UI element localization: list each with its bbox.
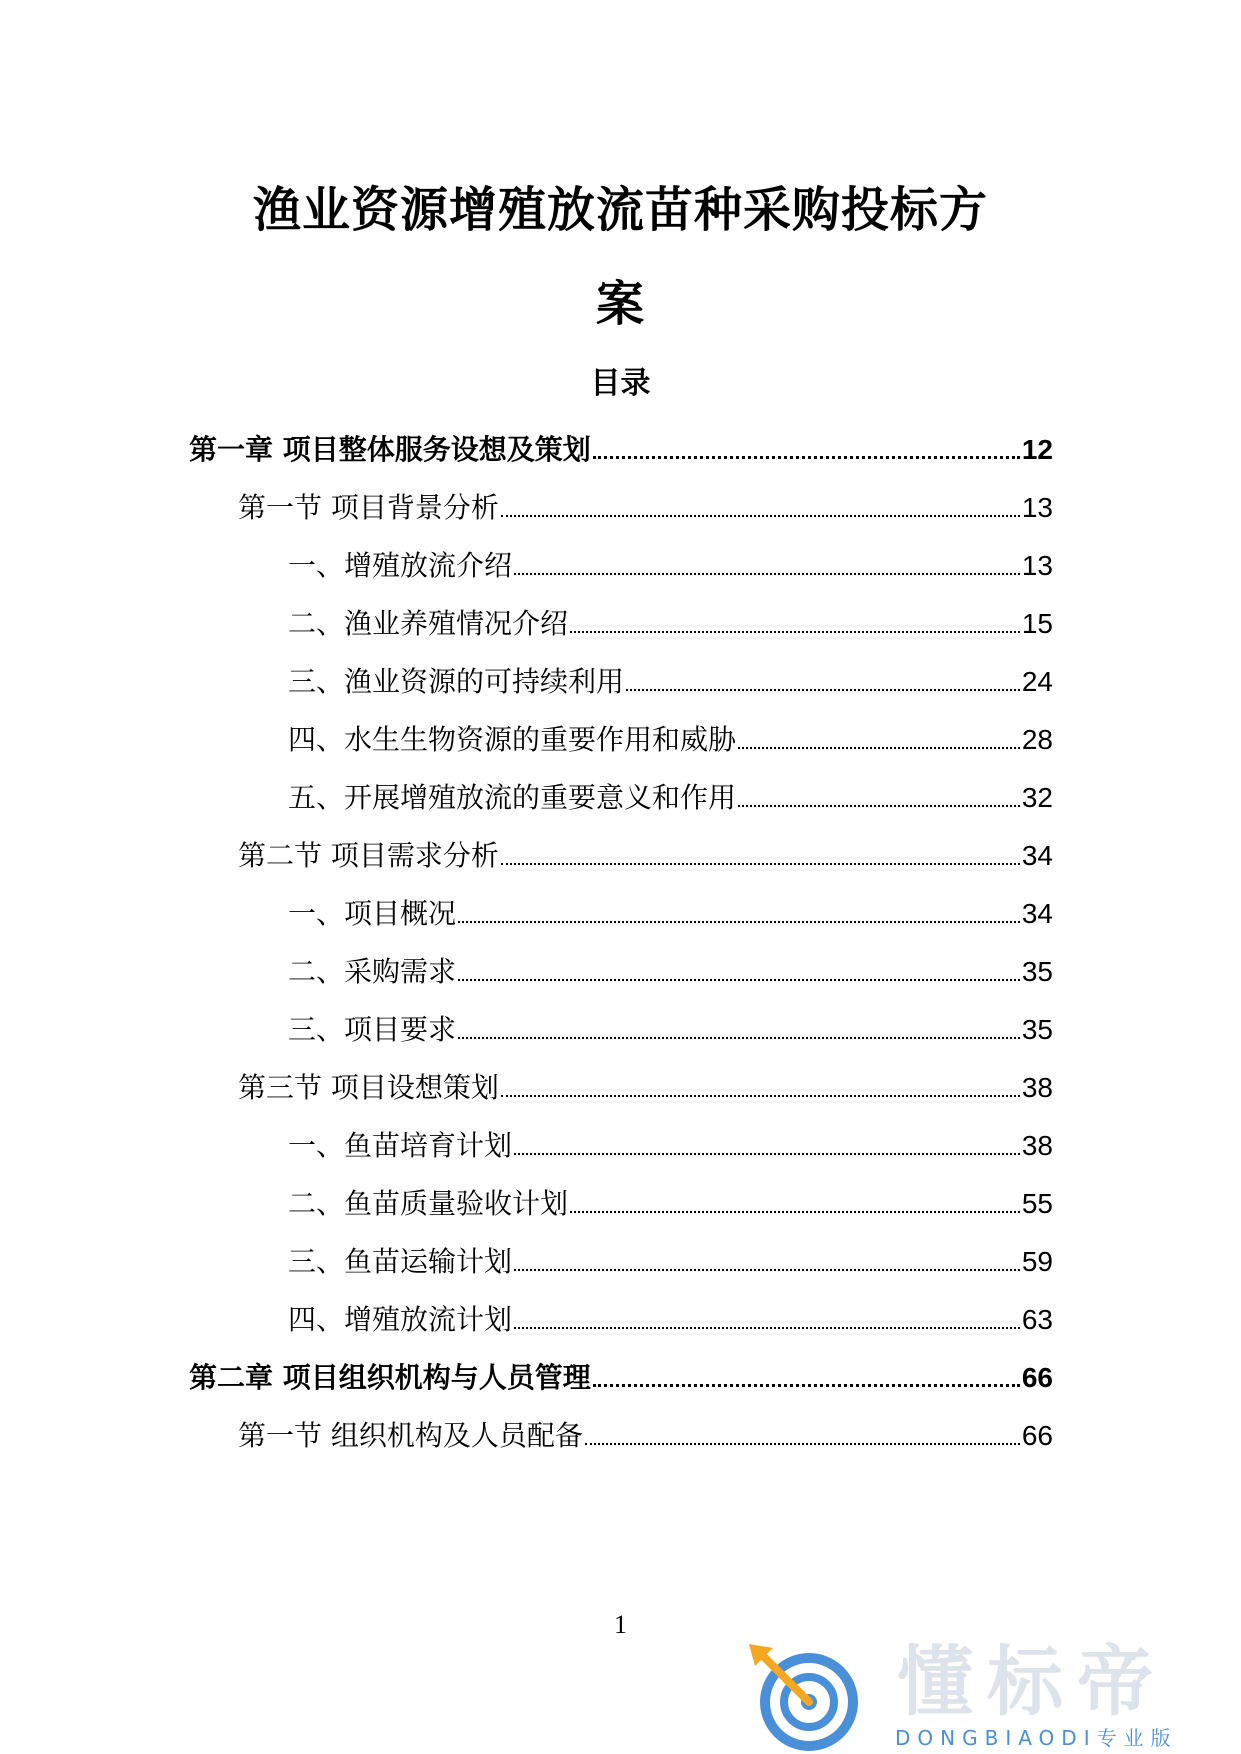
toc-dot-leader: [458, 1037, 1020, 1039]
toc-entry[interactable]: [288, 1298, 1053, 1338]
toc-entry[interactable]: [288, 892, 1053, 932]
toc-entry-page: 35: [1021, 956, 1053, 987]
toc-dot-leader: [501, 1095, 1020, 1097]
toc-entry-title: 三、渔业资源的可持续利用: [288, 665, 625, 698]
toc-dot-leader: [458, 921, 1020, 923]
toc-entry[interactable]: [288, 1008, 1053, 1048]
toc-entry-page: 59: [1021, 1246, 1053, 1277]
toc-entry[interactable]: [288, 660, 1053, 700]
toc-entry-page: 34: [1021, 898, 1053, 929]
toc-entry-page: 34: [1021, 840, 1053, 871]
toc-dot-leader: [514, 1327, 1020, 1329]
toc-entry[interactable]: [288, 544, 1053, 584]
toc-entry[interactable]: [288, 1124, 1053, 1164]
toc-entry-title: 五、开展增殖放流的重要意义和作用: [288, 781, 737, 814]
toc-entry-title: 第一节 组织机构及人员配备: [238, 1419, 583, 1452]
toc-heading: 目录: [590, 366, 651, 401]
toc-entry-page: 24: [1021, 666, 1053, 697]
toc-entry[interactable]: [189, 428, 1053, 468]
toc-entry-title: 三、鱼苗运输计划: [288, 1245, 513, 1278]
toc-entry-title: 一、增殖放流介绍: [288, 549, 513, 582]
toc-entry[interactable]: [288, 776, 1053, 816]
toc-dot-leader: [458, 979, 1020, 981]
document-title-line-1: 渔业资源增殖放流苗种采购投标方: [252, 182, 988, 238]
toc-entry[interactable]: [189, 1356, 1053, 1396]
toc-dot-leader: [593, 1384, 1020, 1387]
toc-dot-leader: [514, 1153, 1020, 1155]
toc-entry-title: 四、增殖放流计划: [288, 1303, 513, 1336]
toc-dot-leader: [585, 1443, 1020, 1445]
toc-entry-title: 二、鱼苗质量验收计划: [288, 1187, 569, 1220]
watermark-brand-en: DONGBIAODI专业版: [895, 1726, 1178, 1750]
toc-dot-leader: [593, 456, 1020, 459]
toc-dot-leader: [738, 805, 1020, 807]
toc-entry-page: 38: [1021, 1072, 1053, 1103]
toc-entry-page: 66: [1021, 1362, 1053, 1393]
document-title-line-2: 案: [595, 276, 645, 332]
toc-entry-page: 13: [1021, 492, 1053, 523]
toc-entry-page: 35: [1021, 1014, 1053, 1045]
toc-dot-leader: [626, 689, 1020, 691]
toc-entry-page: 55: [1021, 1188, 1053, 1219]
toc-entry[interactable]: [288, 1240, 1053, 1280]
watermark-logo: [745, 1636, 1241, 1754]
toc-dot-leader: [738, 747, 1020, 749]
toc-entry-page: 15: [1021, 608, 1053, 639]
toc-entry-page: 32: [1021, 782, 1053, 813]
toc-entry[interactable]: [288, 950, 1053, 990]
toc-dot-leader: [501, 515, 1020, 517]
watermark-brand-cn: 懂标帝: [897, 1637, 1167, 1726]
toc-entry[interactable]: [238, 486, 1053, 526]
toc-entry[interactable]: [238, 1414, 1053, 1454]
toc-entry-title: 一、项目概况: [288, 897, 457, 930]
toc-entry-page: 38: [1021, 1130, 1053, 1161]
toc-dot-leader: [501, 863, 1020, 865]
toc-entry-page: 28: [1021, 724, 1053, 755]
toc-entry-title: 第二章 项目组织机构与人员管理: [189, 1361, 591, 1394]
toc-entry-title: 二、采购需求: [288, 955, 457, 988]
toc-entry[interactable]: [238, 834, 1053, 874]
toc-entry[interactable]: [288, 1182, 1053, 1222]
toc-entry-title: 三、项目要求: [288, 1013, 457, 1046]
toc-entry-title: 第三节 项目设想策划: [238, 1071, 499, 1104]
toc-entry-title: 第一章 项目整体服务设想及策划: [189, 433, 591, 466]
toc-entry[interactable]: [288, 602, 1053, 642]
toc-entry[interactable]: [238, 1066, 1053, 1106]
page-number: 1: [614, 1610, 627, 1639]
toc-entry-page: 63: [1021, 1304, 1053, 1335]
toc-entry-title: 一、鱼苗培育计划: [288, 1129, 513, 1162]
toc-dot-leader: [570, 1211, 1020, 1213]
toc-dot-leader: [514, 573, 1020, 575]
toc-dot-leader: [514, 1269, 1020, 1271]
toc-dot-leader: [570, 631, 1020, 633]
toc-entry-page: 13: [1021, 550, 1053, 581]
target-arrow-icon: [745, 1636, 875, 1754]
toc-entry-page: 12: [1021, 434, 1053, 465]
toc-entry-title: 二、渔业养殖情况介绍: [288, 607, 569, 640]
toc-entry-title: 第一节 项目背景分析: [238, 491, 499, 524]
toc-entry-title: 第二节 项目需求分析: [238, 839, 499, 872]
toc-entry-page: 66: [1021, 1420, 1053, 1451]
toc-entry-title: 四、水生生物资源的重要作用和威胁: [288, 723, 737, 756]
toc-entry[interactable]: [288, 718, 1053, 758]
